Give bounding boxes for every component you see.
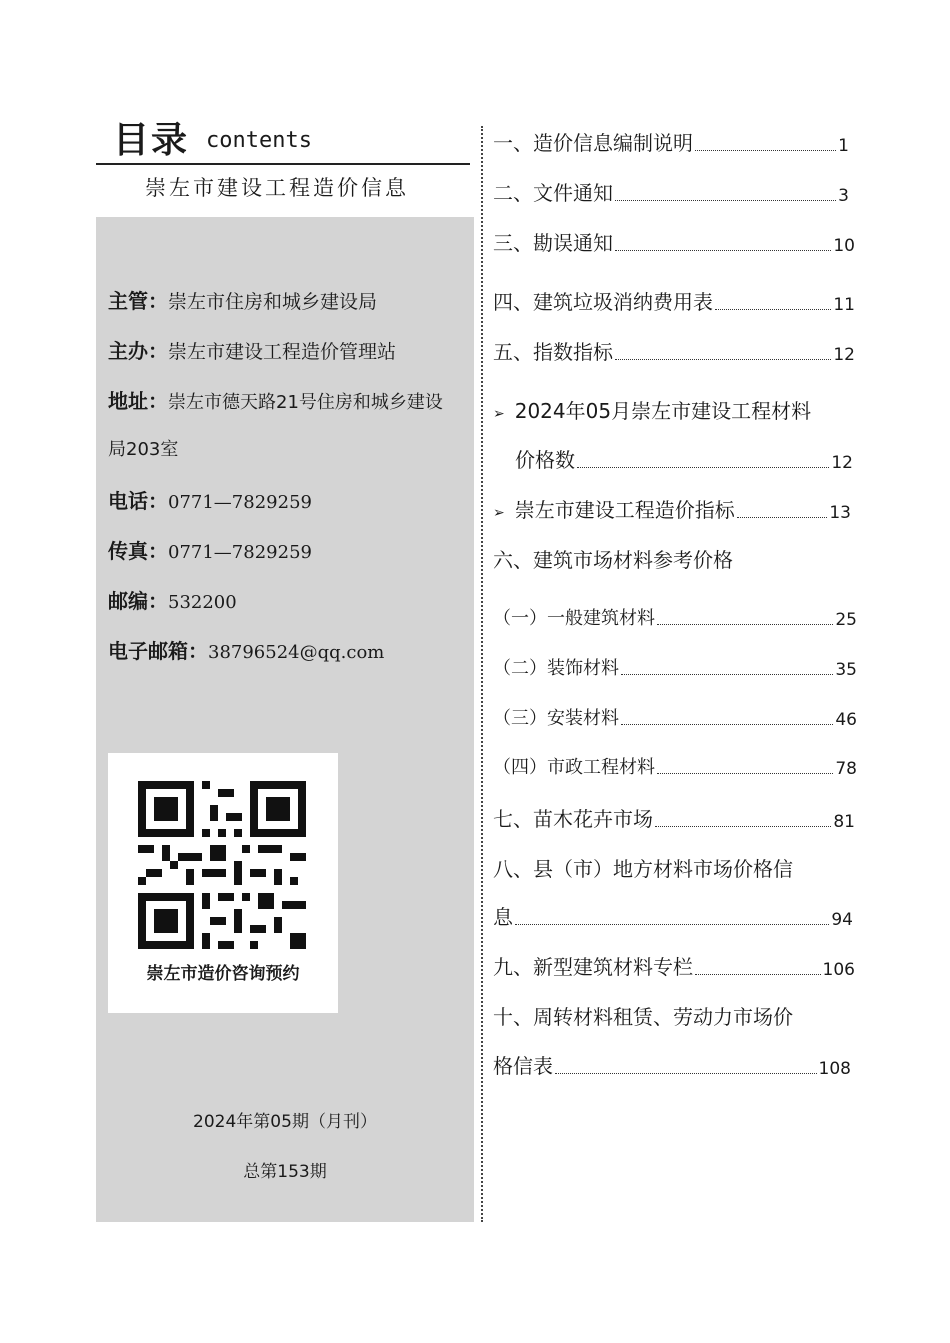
toc-title: 价格数 [515,448,575,472]
info-value: 崇左市住房和城乡建设局 [168,291,378,313]
issue-number: 2024年第05期（月刊） [193,1112,377,1132]
toc-leader [655,826,831,827]
toc-title: 二、文件通知 [493,181,613,205]
toc-title: （四）市政工程材料 [493,757,655,778]
publication-name: 崇左市建设工程造价信息 [145,176,409,200]
info-postcode [108,585,237,614]
toc-page: 46 [835,710,857,730]
info-phone [108,485,312,514]
total-issue-number: 总第153期 [243,1162,327,1182]
info-panel [96,217,474,1222]
toc-item[interactable] [493,177,849,206]
toc-title: 2024年05月崇左市建设工程材料 [514,399,812,423]
toc-item[interactable] [493,494,851,523]
toc-title: 七、苗木花卉市场 [493,807,653,831]
toc-item[interactable] [493,127,849,156]
info-value: 0771—7829259 [168,542,312,563]
toc-item[interactable] [493,951,855,980]
toc-leader [577,467,829,468]
toc-title: 格信表 [493,1054,553,1078]
toc-item[interactable] [493,227,855,256]
toc-title: （二）装饰材料 [493,658,619,679]
toc-item[interactable] [493,395,811,424]
toc-title: 三、勘误通知 [493,231,613,255]
qr-code-card [108,753,338,1013]
toc-title: 六、建筑市场材料参考价格 [493,548,733,572]
toc-page: 81 [833,812,855,832]
toc-item[interactable] [493,753,857,779]
toc-item[interactable] [515,444,853,473]
toc-leader [737,517,828,518]
toc-page: 108 [818,1059,851,1079]
toc-page: 12 [831,453,853,473]
info-value: 崇左市建设工程造价管理站 [168,341,397,363]
toc-item[interactable] [493,654,857,680]
page-title-english: contents [206,128,312,153]
toc-leader [621,674,833,675]
info-label: 地址： [108,389,168,413]
title-underline [96,163,470,165]
toc-title: 十、周转材料租赁、劳动力市场价 [493,1005,793,1029]
toc-item[interactable] [493,544,733,573]
toc-item[interactable] [493,286,855,315]
toc-title: 息 [493,905,513,929]
toc-leader [695,150,836,151]
toc-leader [615,250,831,251]
column-divider [481,126,483,1222]
toc-leader [615,200,836,201]
toc-page: 106 [822,960,855,980]
info-label: 主办： [108,339,168,363]
info-value: 0771—7829259 [168,492,312,513]
toc-leader [657,773,833,774]
arrow-bullet-icon: ➢ [493,505,505,521]
info-value: 38796524@qq.com [208,642,385,663]
toc-item[interactable] [493,803,855,832]
toc-page: 10 [833,236,855,256]
info-fax [108,535,312,564]
info-email [108,635,384,664]
toc-item[interactable] [493,901,853,930]
arrow-bullet-icon: ➢ [493,406,505,422]
info-value: 532200 [168,592,237,613]
toc-page: 78 [835,759,857,779]
toc-title: 五、指数指标 [493,340,613,364]
info-label: 传真： [108,539,168,563]
toc-title: 八、县（市）地方材料市场价格信 [493,857,793,881]
toc-leader [615,359,831,360]
qr-code-icon [138,781,306,949]
toc-item[interactable] [493,336,855,365]
qr-caption: 崇左市造价咨询预约 [146,964,300,984]
toc-item[interactable] [493,604,857,630]
toc-item[interactable] [493,1050,851,1079]
info-supervisor [108,285,377,314]
info-address [108,385,443,414]
toc-item[interactable] [493,1001,793,1030]
info-label: 主管： [108,289,168,313]
toc-page: 25 [835,610,857,630]
toc-leader [715,309,831,310]
toc-page: 12 [833,345,855,365]
toc-leader [515,924,829,925]
toc-page: 13 [829,503,851,523]
toc-title: 一、造价信息编制说明 [493,131,693,155]
toc-leader [621,724,833,725]
info-value: 崇左市德天路21号住房和城乡建设 [168,392,443,413]
info-organizer [108,335,396,364]
info-label: 电话： [108,489,168,513]
toc-title: （一）一般建筑材料 [493,608,655,629]
toc-page: 3 [838,186,849,206]
toc-page: 35 [835,660,857,680]
info-address-cont [108,435,178,461]
toc-title: 四、建筑垃圾消纳费用表 [493,290,713,314]
toc-page: 94 [831,910,853,930]
page-title: 目录 [113,120,190,161]
toc-page: 11 [833,295,855,315]
info-label: 电子邮箱： [108,639,208,663]
info-value: 局203室 [108,439,179,460]
toc-title: 九、新型建筑材料专栏 [493,955,693,979]
toc-title: ➢ 崇左市建设工程造价指标 [493,498,735,522]
toc-leader [555,1073,817,1074]
info-label: 邮编： [108,589,168,613]
toc-leader [657,624,833,625]
toc-item[interactable] [493,704,857,730]
toc-page: 1 [838,136,849,156]
toc-leader [695,974,821,975]
toc-title: （三）安装材料 [493,708,619,729]
toc-item[interactable] [493,853,793,882]
